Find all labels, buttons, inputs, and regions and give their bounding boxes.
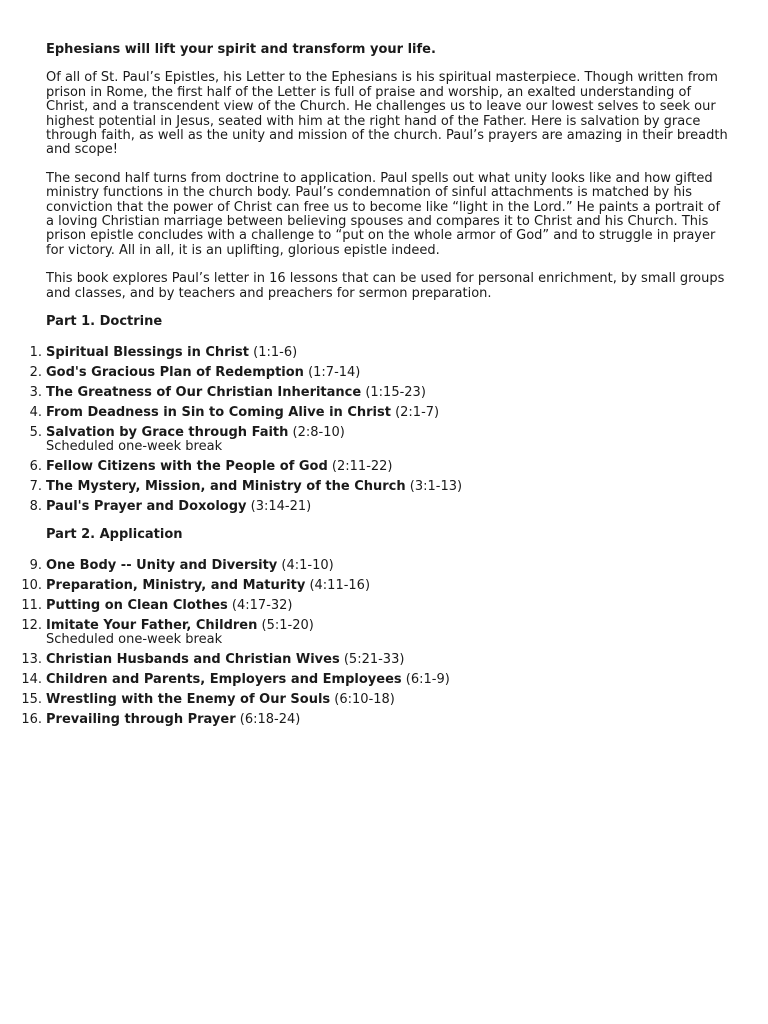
lesson-body (46, 386, 728, 400)
lesson-note: Scheduled one-week break (46, 632, 223, 648)
lesson-item (0, 559, 728, 573)
lesson-body (46, 480, 728, 494)
lesson-body (46, 426, 728, 455)
lesson-title: God's Gracious Plan of Redemption (46, 364, 304, 380)
lesson-scripture-reference: (1:15-23) (361, 384, 426, 400)
lesson-scripture-reference: (2:11-22) (327, 458, 393, 474)
lesson-number: 7. (29, 478, 42, 494)
part-2-heading: Part 2. Application (46, 527, 183, 543)
lesson-item (0, 386, 728, 400)
lesson-scripture-reference: (1:7-14) (303, 364, 361, 380)
lesson-title: One Body -- Unity and Diversity (46, 557, 278, 573)
lesson-title: Wrestling with the Enemy of Our Souls (46, 692, 331, 708)
lesson-number: 6. (29, 458, 42, 474)
lesson-number: 4. (29, 404, 42, 420)
lesson-item (0, 500, 728, 514)
lesson-number: 3. (29, 384, 42, 400)
lesson-title: Preparation, Ministry, and Maturity (46, 577, 306, 593)
lessons-overview-paragraph: This book explores Paul’s letter in 16 lessons that can be used for personal enrichment, by small groups and classes, and by teachers and preachers for sermon preparation. (46, 271, 725, 301)
lesson-scripture-reference: (2:8-10) (288, 424, 345, 440)
lesson-number: 8. (29, 498, 42, 514)
lesson-scripture-reference: (1:1-6) (249, 344, 298, 360)
lesson-number: 13. (21, 652, 42, 668)
lesson-item (0, 480, 728, 494)
lesson-number: 2. (29, 364, 42, 380)
lesson-scripture-reference: (5:1-20) (257, 617, 314, 633)
lesson-title: Prevailing through Prayer (46, 712, 236, 728)
lesson-body (46, 406, 728, 420)
lesson-title: The Mystery, Mission, and Ministry of the Church (46, 478, 406, 494)
lesson-item (0, 619, 728, 648)
lesson-item (0, 406, 728, 420)
part-1-lesson-list (0, 346, 728, 515)
lesson-number: 1. (29, 344, 42, 360)
lesson-number: 10. (21, 577, 42, 593)
lesson-item (0, 346, 728, 360)
lesson-body (46, 500, 728, 514)
headline: Ephesians will lift your spirit and transform your life. (46, 42, 436, 57)
lesson-item (0, 579, 728, 593)
part-1-heading: Part 1. Doctrine (46, 314, 163, 330)
lesson-title: Putting on Clean Clothes (46, 597, 228, 613)
lesson-title: Spiritual Blessings in Christ (46, 344, 250, 360)
lesson-item (0, 713, 728, 727)
lesson-scripture-reference: (4:11-16) (305, 577, 371, 593)
lesson-number: 5. (29, 424, 42, 440)
lesson-body (46, 366, 728, 380)
lesson-note: Scheduled one-week break (46, 438, 223, 454)
lesson-item (0, 599, 728, 613)
lesson-item (0, 653, 728, 667)
lesson-scripture-reference: (2:1-7) (390, 404, 440, 420)
lesson-scripture-reference: (4:1-10) (277, 557, 334, 573)
lesson-item (0, 366, 728, 380)
lesson-title: From Deadness in Sin to Coming Alive in Christ (46, 404, 391, 420)
lesson-title: The Greatness of Our Christian Inheritance (46, 384, 362, 400)
lesson-number: 16. (21, 712, 42, 728)
lesson-scripture-reference: (3:14-21) (246, 498, 312, 514)
lesson-item (0, 460, 728, 474)
application-paragraph: The second half turns from doctrine to application. Paul spells out what unity looks like and how gifted ministry functions in the church body. Paul’s condemnation of sinful attachments is matched by his conviction that the power of Christ can free us to become like “light in the Lord.” He paints a portrait of a loving Christian marriage between believing spouses and compares it to Christ and his Church. This prison epistle concludes with a challenge to “put on the whole armor of God” and to struggle in prayer for victory. All in all, it is an uplifting, glorious epistle indeed. (46, 170, 721, 258)
lesson-scripture-reference: (3:1-13) (405, 478, 463, 494)
lesson-number: 11. (21, 597, 42, 613)
lesson-body (46, 713, 728, 727)
lesson-body (46, 579, 728, 593)
lesson-body (46, 460, 728, 474)
lesson-number: 14. (21, 672, 42, 688)
lesson-body (46, 619, 728, 648)
lesson-scripture-reference: (5:21-33) (339, 652, 405, 668)
intro-paragraph: Of all of St. Paul’s Epistles, his Letter to the Ephesians is his spiritual masterpiece. Though written from prison in Rome, the first half of the Letter is full of praise and worship, an exalted understanding of Christ, and a transcendent view of the Church. He challenges us to leave our lowest selves to seek our highest potential in Jesus, seated with him at the right hand of the Father. Here is salvation by grace through faith, as well as the unity and mission of the church. Paul’s prayers are amazing in their breadth and scope! (46, 70, 728, 158)
part-2-lesson-list (0, 559, 728, 728)
lesson-body (46, 599, 728, 613)
lesson-scripture-reference: (6:10-18) (330, 692, 395, 708)
lesson-body (46, 559, 728, 573)
lesson-title: Paul's Prayer and Doxology (46, 498, 247, 514)
lesson-scripture-reference: (6:1-9) (401, 672, 450, 688)
lesson-body (46, 346, 728, 360)
lesson-title: Christian Husbands and Christian Wives (46, 652, 340, 668)
lesson-title: Salvation by Grace through Faith (46, 424, 289, 440)
lesson-item (0, 693, 728, 707)
lesson-body (46, 673, 728, 687)
lesson-number: 12. (21, 617, 42, 633)
lesson-body (46, 693, 728, 707)
lesson-title: Children and Parents, Employers and Employees (46, 672, 402, 688)
lesson-number: 15. (21, 692, 42, 708)
lesson-item (0, 673, 728, 687)
lesson-number: 9. (29, 557, 42, 573)
lesson-title: Fellow Citizens with the People of God (46, 458, 328, 474)
lesson-item (0, 426, 728, 455)
lesson-title: Imitate Your Father, Children (46, 617, 258, 633)
lesson-body (46, 653, 728, 667)
lesson-scripture-reference: (4:17-32) (227, 597, 293, 613)
lesson-scripture-reference: (6:18-24) (235, 712, 301, 728)
